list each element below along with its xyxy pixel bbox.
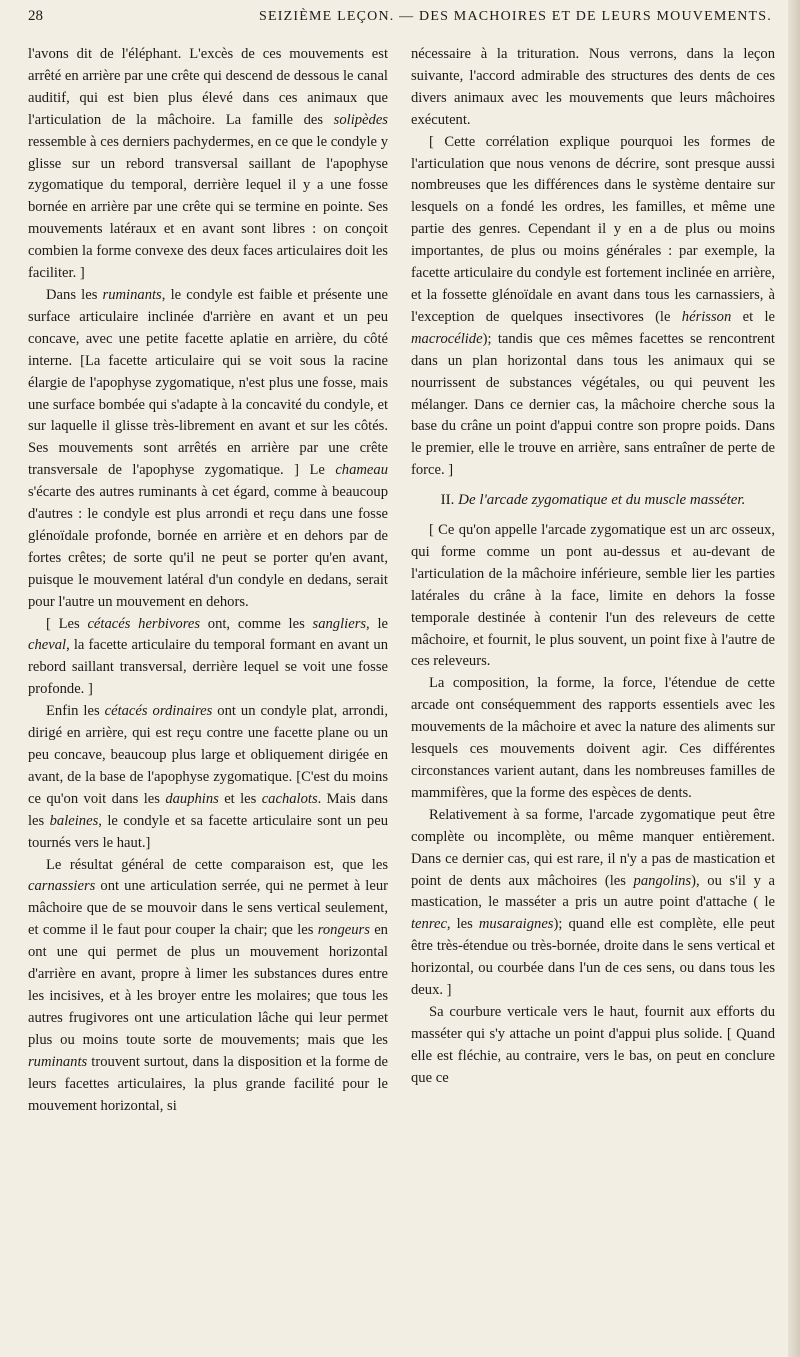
paragraph: Relativement à sa forme, l'arcade zygomatique peut être complète ou incomplète, ou même manquer entièrement. Dans ce dernier cas, qui est rare, il n'y a pas de mastication et point de dents aux mâchoires (les pangolins), ou s'il y a mastication, le masséter a pris un autre point d'attache ( le tenrec, les musaraignes); quand elle est complète, elle peut être très-étendue ou très-bornée, droite dans le sens vertical et horizontal, ou courbée dans l'un de ces sens, ou dans tous les deux. ] [411,806,775,999]
paragraph: l'avons dit de l'éléphant. L'excès de ces mouvements est arrêté en arrière par une crête qui descend de dessous le canal auditif, qui est bien plus élevé dans ces animaux que l'articulation de la mâchoire. La famille des solipèdes ressemble à ces derniers pachydermes, en ce que le condyle y glisse sur un rebord transversal saillant de l'apophyse zygomatique du temporal, derrière lequel il y a une fosse bornée en arrière par une crête qui se termine en pointe. Ses mouvements latéraux et en avant sont libres : on conçoit combien la forme convexe des deux faces articulaires doit les faciliter. ] [28,46,388,282]
running-title: SEIZIÈME LEÇON. — DES MACHOIRES ET DE LEURS MOUVEMENTS. [259,9,772,24]
paragraph: [ Cette corrélation explique pourquoi les formes de l'articulation que nous venons de décrire, sont presque aussi nombreuses que les différences dans le système dentaire sur lesquels on a fondé les ordres, les familles, et même une partie des genres. Cependant il y en a de plus ou moins importantes, de plus ou moins générales : par exemple, la facette articulaire du condyle est fortement inclinée en arrière, et la fossette glénoïdale en avant dans tous les carnassiers, à l'exception de quelques insectivores (le hérisson et le macrocélide); tandis que ces mêmes facettes se rencontrent dans un plan horizontal dans tous les animaux qui se nourrissent de substances végétales, ou qui peuvent les mélanger. Dans ce dernier cas, la mâchoire cherche sous la base du crâne un point d'appui contre son propre poids. Dans le premier, elle le trouve en arrière, sans entraîner de perte de force. ] [411,133,775,479]
section-title: De l'arcade zygomatique et du muscle masséter. [458,492,746,509]
right-column [411,44,775,1090]
paragraph: [ Ce qu'on appelle l'arcade zygomatique est un arc osseux, qui forme comme un pont au-dessus et au-devant de l'articulation de la mâchoire inférieure, semble lier les parties latérales du crâne à la face, limite en dehors la fosse temporale destinée à contenir l'un des releveurs de cette mâchoire, et fournit, le plus souvent, un point fixe à l'autre de ces releveurs. [411,522,775,670]
left-column [28,44,388,1117]
paragraph: La composition, la forme, la force, l'étendue de cette arcade ont conséquemment des rapports essentiels avec les mouvements de la mâchoire et avec la nature des aliments sur lesquels ces mouvements doivent agir. Ces différentes circonstances varient autant, dans les nombreuses familles de mammifères, que la forme des espèces de dents. [411,675,775,801]
page-edge [788,0,800,1357]
paragraph: Le résultat général de cette comparaison est, que les carnassiers ont une articulation serrée, qui ne permet à leur mâchoire que de se mouvoir dans le sens vertical seulement, et comme il le faut pour couper la chair; que les rongeurs en ont une qui permet de plus un mouvement horizontal d'arrière en avant, propre à limer les substances dures entre les incisives, et à les broyer entre les molaires; que tous les autres frugivores ont une articulation lâche qui leur permet plus ou moins toute sorte de mouvements; mais que les ruminants trouvent surtout, dans la disposition et la forme de leurs facettes articulaires, la plus grande facilité pour le mouvement horizontal, si [28,856,388,1114]
page-number: 28 [28,8,43,24]
paragraph: [ Les cétacés herbivores ont, comme les sangliers, le cheval, la facette articulaire du temporal formant en avant un rebord saillant transversal, derrière lequel se voit une fosse profonde. ] [28,615,388,698]
paragraph: Dans les ruminants, le condyle est faible et présente une surface articulaire inclinée d'arrière en avant et un peu concave, avec une petite facette aplatie en arrière, du côté interne. [La facette articulaire qui se voit sous la racine élargie de l'apophyse zygomatique, n'est plus une fosse, mais une surface bombée qui s'adapte à la concavité du condyle, et sur laquelle il glisse très-librement en avant et sur les côtés. Ses mouvements sont arrêtés en arrière par une crête transversale de l'apophyse zygomatique. ] Le chameau s'écarte des autres ruminants à cet égard, comme à beaucoup d'autres : le condyle est plus arrondi et reçu dans une fosse glénoïdale profonde, bornée en arrière et en dehors par de fortes crêtes; de sorte qu'il ne peut se porter qu'en avant, puisque le mouvement latéral d'un condyle en dedans, serait pour l'autre un mouvement en dehors. [28,286,388,610]
section-number: II. [440,492,459,509]
running-head [28,8,772,25]
paragraph: Enfin les cétacés ordinaires ont un condyle plat, arrondi, dirigé en arrière, qui est reçu contre une facette plane ou un peu concave, beaucoup plus large et obliquement dirigée en avant, de la base de l'apophyse zygomatique. [C'est du moins ce qu'on voit dans les dauphins et les cachalots. Mais dans les baleines, le condyle et sa facette articulaire sont un peu tournés vers le haut.] [28,703,388,851]
paragraph: nécessaire à la trituration. Nous verrons, dans la leçon suivante, l'accord admirable des structures des dents de ces divers animaux avec les mouvements que leurs mâchoires exécutent. [411,46,775,128]
paragraph: Sa courbure verticale vers le haut, fournit aux efforts du masséter qui s'y attache un point d'appui plus solide. [ Quand elle est fléchie, au contraire, vers le bas, on peut en conclure que ce [411,1003,775,1086]
section-heading [411,490,775,512]
